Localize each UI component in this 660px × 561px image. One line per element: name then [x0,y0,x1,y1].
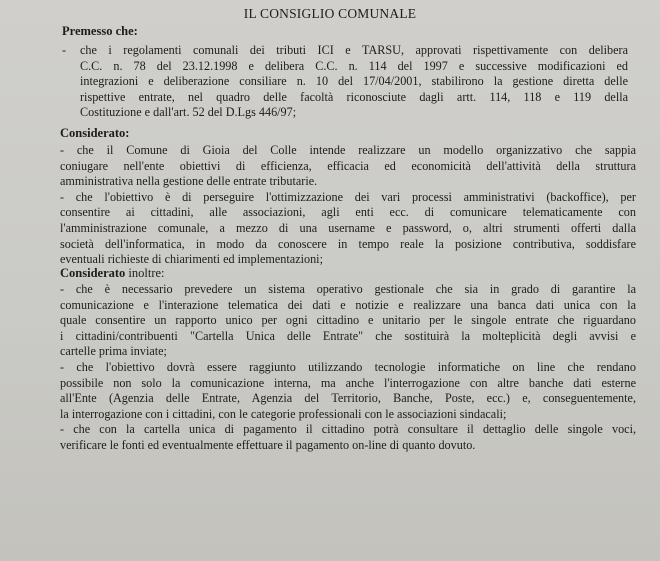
text-line: integrazioni e deliberazione consiliare n. 10 del 17/04/2001, stabilirono la gestione diretta delle [80,74,628,89]
text-line: Costituzione e dall'art. 52 del D.Lgs 446/97; [80,105,297,120]
text-line: consentire ai cittadini, alle associazioni, agli enti ecc. di comunicare telematicamente con [60,205,636,220]
text-line: cartelle prima inviate; [60,344,167,359]
text-line: all'Ente (Agenzia delle Entrate, Agenzia del Territorio, Banche, Poste, ecc.) e, conseguentemente, [60,391,636,406]
text-line: verificare le fonti ed eventualmente effettuare il pagamento on-line di quanto dovuto. [60,437,476,452]
text-line: - che il Comune di Gioia del Colle intende realizzare un modello organizzativo che sappia [60,143,636,157]
considerato-inoltre-rest: inoltre: [125,266,165,280]
page-title: IL CONSIGLIO COMUNALE [243,6,417,21]
text-line: C.C. n. 78 del 23.12.1998 e delibera C.C. n. 114 del 1997 e successive modificazioni ed [80,58,628,73]
text-line: amministrativa nella gestione delle entrate tributarie. [60,174,318,189]
text-line: - che è necessario prevedere un sistema operativo gestionale che sia in grado di garantire la [60,282,636,296]
text-line: eventuali richieste di chiarimenti ed implementazioni; [60,252,323,267]
text-line: quale consentire un rapporto unico per ogni cittadino e unitario per le singole entrate che riguardano [60,313,636,328]
considerato-inoltre-bold: Considerato [60,266,126,280]
considerato-paragraph [60,143,636,268]
text-line: la interrogazione con i cittadini, con le categorie professionali con le associazioni sindacali; [60,406,507,421]
text-line: società dell'informatica, in modo da conoscere in tempo reale la posizione contributiva, soddisfare [60,236,636,251]
text-line: i cittadini/contribuenti "Cartella Unica delle Entrate" che sostituirà la molteplicità degli avvisi e [60,328,636,343]
text-line: che i regolamenti comunali dei tributi ICI e TARSU, approvati rispettivamente con delibera [80,43,628,57]
premesso-heading: Premesso che: [62,24,138,38]
considerato-inoltre-paragraph [60,282,636,454]
considerato-inoltre-heading [60,266,165,281]
text-line: comunicazione e l'interazione telematica dei dati e notizie e realizzare una banca dati unica con la [60,297,636,312]
text-line: rispettive entrate, nel quadro delle facoltà riconosciute dagli artt. 114, 118 e 119 della [80,89,628,104]
premesso-paragraph [80,43,628,121]
text-line: l'amministrazione comunale, a mezzo di una username e password, o, altri strumenti offerti dalla [60,220,636,235]
text-line: - che l'obiettivo dovrà essere raggiunto utilizzando tecnologie informatiche on line che rendano [60,359,636,374]
text-line: possibile non solo la comunicazione interna, ma anche l'interrogazione con altre banche dati esterne [60,375,636,390]
list-dash: - [62,43,67,57]
text-line: - che l'obiettivo è di perseguire l'ottimizzazione dei vari processi amministrativi (backoffice), per [60,189,636,204]
considerato-heading: Considerato: [60,126,130,140]
text-line: - che con la cartella unica di pagamento il cittadino potrà consultare il dettaglio delle singole voci, [60,422,636,437]
text-line: coniugare nell'ente obiettivi di efficienza, efficacia ed economicità dell'attività della struttura [60,158,636,173]
